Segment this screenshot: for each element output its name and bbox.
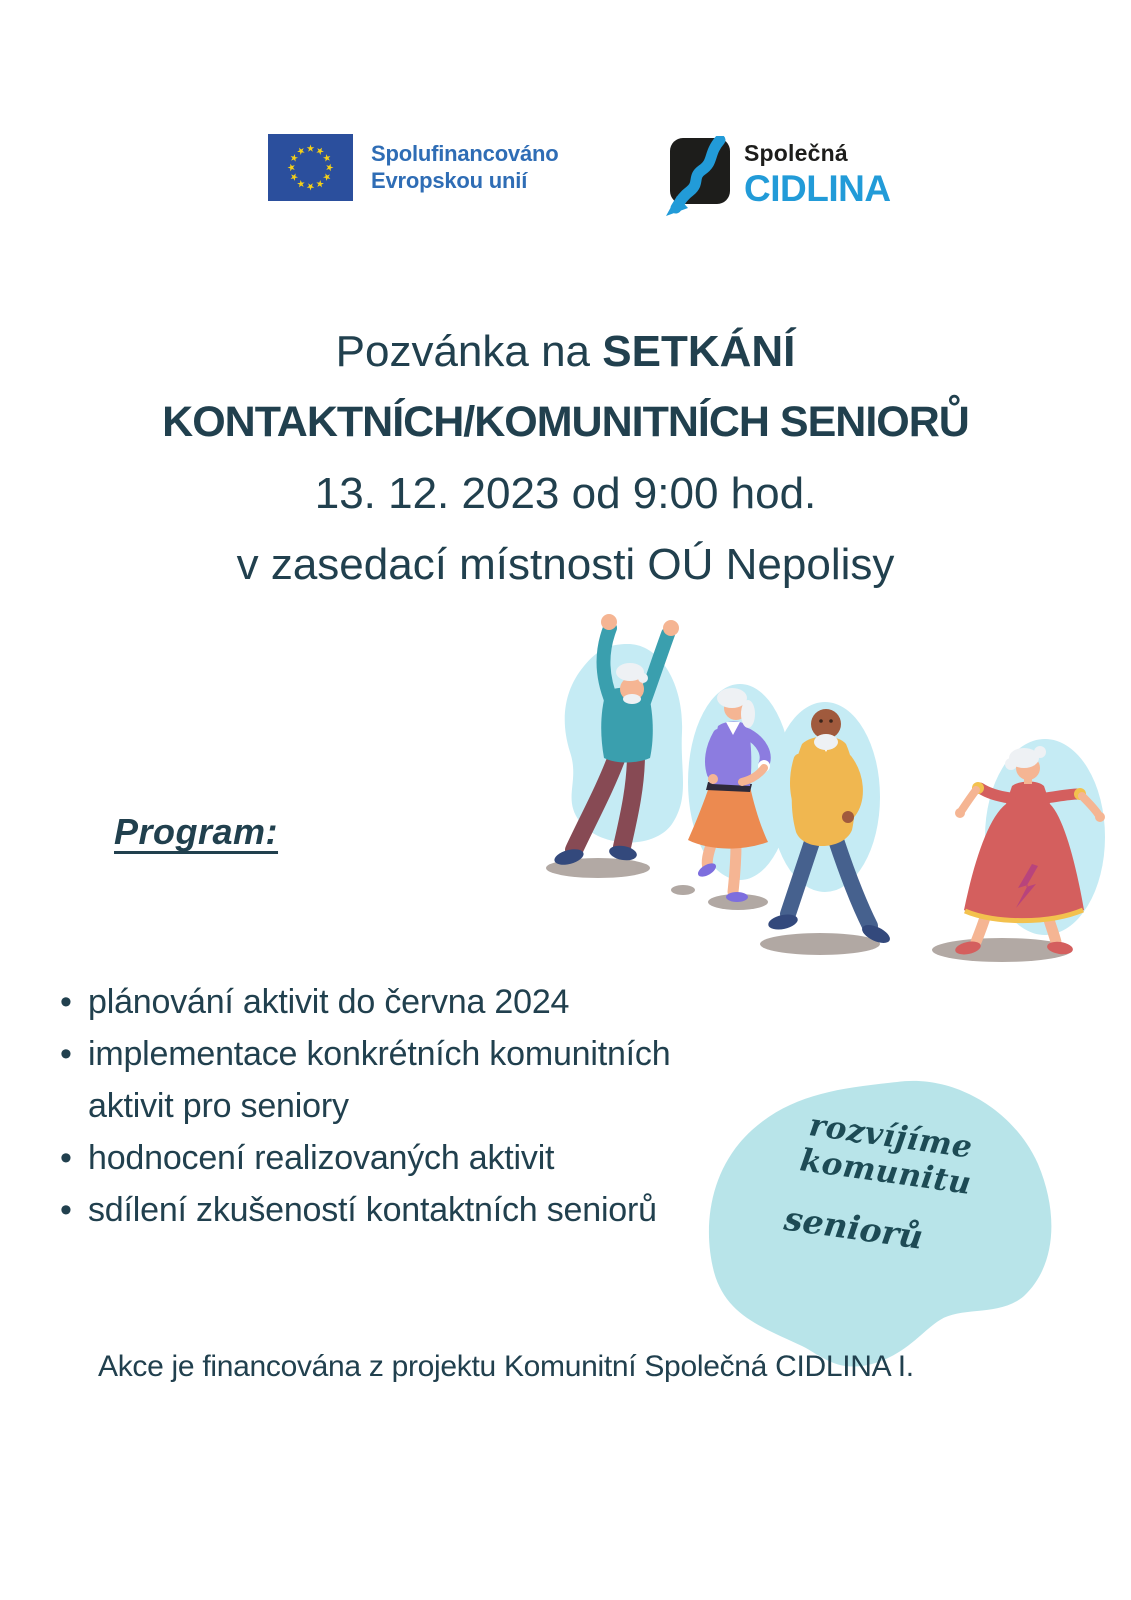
blob-text-line2: seniorů bbox=[781, 1198, 926, 1257]
highlight-blob bbox=[702, 1076, 1062, 1374]
eu-logo bbox=[268, 134, 558, 201]
eu-flag-icon bbox=[268, 134, 353, 201]
eu-text-line2: Evropskou unií bbox=[371, 168, 528, 193]
program-item: • sdílení zkušeností kontaktních seniorů bbox=[58, 1184, 763, 1236]
title-line-2: KONTAKTNÍCH/KOMUNITNÍCH SENIORŮ bbox=[162, 398, 969, 446]
dancing-seniors-illustration bbox=[540, 592, 1120, 982]
eu-text-line1: Spolufinancováno bbox=[371, 141, 559, 166]
title-line-1: Pozvánka na SETKÁNÍ bbox=[335, 327, 796, 376]
title-line-place: v zasedací místnosti OÚ Nepolisy bbox=[236, 540, 895, 589]
program-list bbox=[58, 976, 763, 1236]
title-line-date: 13. 12. 2023 od 9:00 hod. bbox=[314, 469, 817, 518]
program-heading: Program: bbox=[114, 811, 279, 852]
program-item: • implementace konkrétních komunitních aktivit pro seniory bbox=[58, 1028, 763, 1132]
cidlina-text-line1: Společná bbox=[744, 140, 848, 166]
program-item: • plánování aktivit do června 2024 bbox=[58, 976, 763, 1028]
blob-text-line1: rozvíjíme komunitu bbox=[797, 1107, 975, 1202]
cidlina-river-icon bbox=[666, 136, 734, 218]
program-item: • hodnocení realizovaných aktivit bbox=[58, 1132, 763, 1184]
title-block bbox=[0, 316, 1131, 600]
cidlina-logo bbox=[666, 136, 891, 218]
cidlina-wordmark: CIDLINA bbox=[744, 168, 891, 209]
footer-note: Akce je financována z projektu Komunitní Společná CIDLINA I. bbox=[98, 1350, 914, 1383]
